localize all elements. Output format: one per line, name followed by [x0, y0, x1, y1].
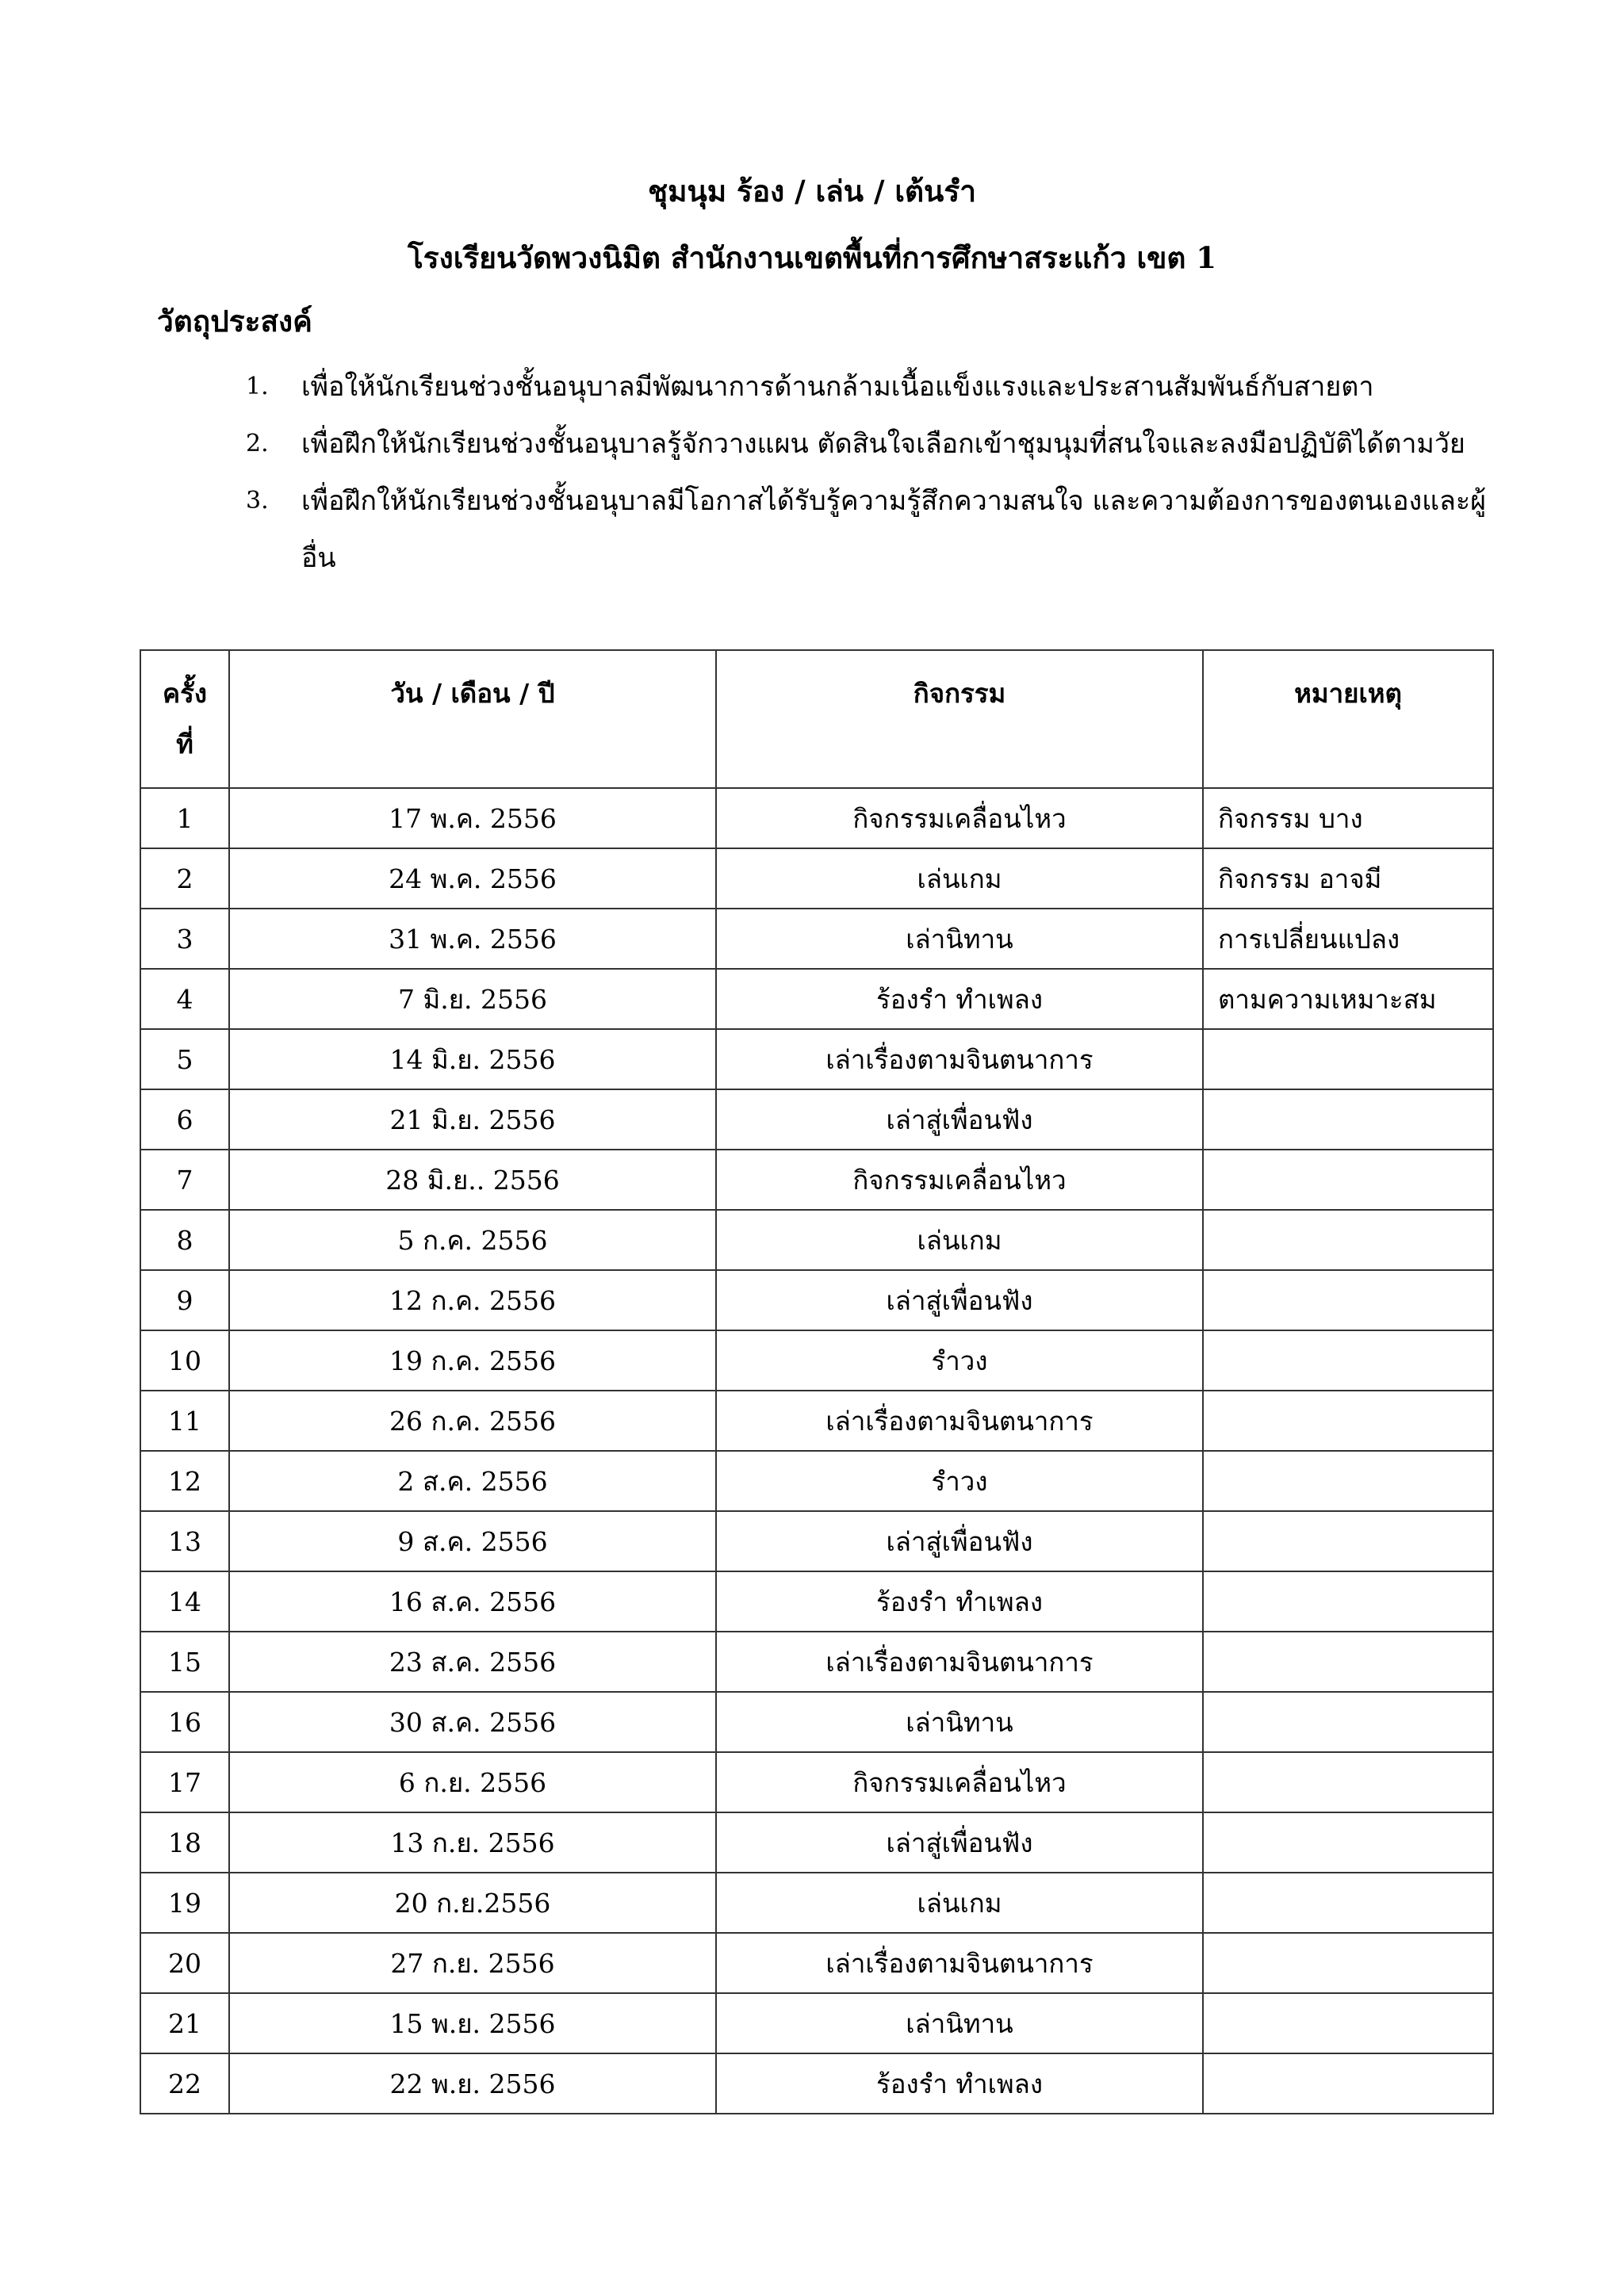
table-row: [140, 1210, 1493, 1270]
cell-remark: [1203, 1993, 1493, 2053]
cell-remark: [1203, 1330, 1493, 1391]
cell-session-no: 15: [140, 1632, 229, 1692]
cell-session-no: 22: [140, 2053, 229, 2114]
objective-number: 2.: [246, 430, 269, 457]
objective-text: เพื่อฝึกให้นักเรียนช่วงชั้นอนุบาลรู้จักวางแผน ตัดสินใจเลือกเข้าชุมนุมที่สนใจและลงมือปฏิบัติได้ตามวัย: [301, 428, 1465, 460]
cell-activity: ร้องรำ ทำเพลง: [716, 2053, 1203, 2114]
table-row: [140, 1933, 1493, 1993]
schedule-table: [140, 649, 1494, 2114]
cell-session-no: 13: [140, 1511, 229, 1571]
cell-remark: [1203, 1150, 1493, 1210]
cell-activity: กิจกรรมเคลื่อนไหว: [716, 788, 1203, 848]
cell-remark: [1203, 1571, 1493, 1632]
table-row: [140, 2053, 1493, 2114]
cell-remark: [1203, 1089, 1493, 1150]
table-row: [140, 1150, 1493, 1210]
cell-session-no: 20: [140, 1933, 229, 1993]
cell-session-no: 4: [140, 969, 229, 1029]
cell-session-no: 3: [140, 909, 229, 969]
objective-text: เพื่อให้นักเรียนช่วงชั้นอนุบาลมีพัฒนาการด้านกล้ามเนื้อแข็งแรงและประสานสัมพันธ์กับสายตา: [301, 371, 1374, 403]
cell-date: 22 พ.ย. 2556: [229, 2053, 716, 2114]
cell-date: 20 ก.ย.2556: [229, 1873, 716, 1933]
cell-session-no: 16: [140, 1692, 229, 1752]
document-title: ชุมนุม ร้อง / เล่น / เต้นรำ: [647, 174, 976, 209]
table-row: [140, 788, 1493, 848]
header-remark: หมายเหตุ: [1203, 650, 1493, 788]
cell-date: 5 ก.ค. 2556: [229, 1210, 716, 1270]
cell-activity: เล่านิทาน: [716, 1692, 1203, 1752]
table-row: [140, 1812, 1493, 1873]
cell-remark: [1203, 1752, 1493, 1812]
cell-date: 30 ส.ค. 2556: [229, 1692, 716, 1752]
cell-activity: เล่นเกม: [716, 848, 1203, 909]
objective-number: 3.: [246, 487, 269, 515]
objective-text: เพื่อฝึกให้นักเรียนช่วงชั้นอนุบาลมีโอกาสได้รับรู้ความรู้สึกความสนใจ และความต้องการของตนเองและผู้อื่น: [301, 485, 1487, 574]
table-row: [140, 909, 1493, 969]
cell-activity: เล่าเรื่องตามจินตนาการ: [716, 1029, 1203, 1089]
cell-date: 31 พ.ค. 2556: [229, 909, 716, 969]
cell-date: 26 ก.ค. 2556: [229, 1391, 716, 1451]
table-row: [140, 848, 1493, 909]
cell-remark: [1203, 1210, 1493, 1270]
cell-remark: [1203, 1692, 1493, 1752]
objectives-heading: วัตถุประสงค์: [157, 304, 312, 339]
cell-activity: เล่านิทาน: [716, 909, 1203, 969]
cell-date: 21 มิ.ย. 2556: [229, 1089, 716, 1150]
table-row: [140, 1270, 1493, 1330]
header-date: วัน / เดือน / ปี: [229, 650, 716, 788]
cell-session-no: 11: [140, 1391, 229, 1451]
cell-activity: เล่นเกม: [716, 1873, 1203, 1933]
cell-remark: กิจกรรม บาง: [1203, 788, 1493, 848]
cell-session-no: 12: [140, 1451, 229, 1511]
cell-session-no: 5: [140, 1029, 229, 1089]
table-row: [140, 1330, 1493, 1391]
cell-date: 23 ส.ค. 2556: [229, 1632, 716, 1692]
objective-item: [246, 358, 1515, 415]
cell-session-no: 9: [140, 1270, 229, 1330]
cell-session-no: 8: [140, 1210, 229, 1270]
table-row: [140, 1451, 1493, 1511]
cell-activity: เล่าสู่เพื่อนฟัง: [716, 1089, 1203, 1150]
cell-activity: ร้องรำ ทำเพลง: [716, 969, 1203, 1029]
cell-activity: เล่าเรื่องตามจินตนาการ: [716, 1391, 1203, 1451]
table-row: [140, 1029, 1493, 1089]
cell-date: 12 ก.ค. 2556: [229, 1270, 716, 1330]
cell-remark: [1203, 1391, 1493, 1451]
cell-session-no: 7: [140, 1150, 229, 1210]
cell-session-no: 21: [140, 1993, 229, 2053]
cell-activity: เล่าสู่เพื่อนฟัง: [716, 1511, 1203, 1571]
table-row: [140, 1752, 1493, 1812]
table-row: [140, 1873, 1493, 1933]
cell-date: 7 มิ.ย. 2556: [229, 969, 716, 1029]
cell-activity: เล่าเรื่องตามจินตนาการ: [716, 1632, 1203, 1692]
cell-remark: [1203, 1270, 1493, 1330]
cell-remark: [1203, 1933, 1493, 1993]
cell-session-no: 10: [140, 1330, 229, 1391]
cell-activity: เล่นเกม: [716, 1210, 1203, 1270]
cell-session-no: 14: [140, 1571, 229, 1632]
cell-activity: เล่าสู่เพื่อนฟัง: [716, 1270, 1203, 1330]
objective-number: 1.: [246, 373, 269, 400]
cell-session-no: 6: [140, 1089, 229, 1150]
document-subtitle: โรงเรียนวัดพวงนิมิต สำนักงานเขตพื้นที่การศึกษาสระแก้ว เขต 1: [407, 240, 1217, 275]
cell-date: 27 ก.ย. 2556: [229, 1933, 716, 1993]
cell-date: 17 พ.ค. 2556: [229, 788, 716, 848]
table-row: [140, 1511, 1493, 1571]
cell-date: 14 มิ.ย. 2556: [229, 1029, 716, 1089]
cell-date: 15 พ.ย. 2556: [229, 1993, 716, 2053]
table-row: [140, 1391, 1493, 1451]
cell-session-no: 17: [140, 1752, 229, 1812]
cell-session-no: 19: [140, 1873, 229, 1933]
cell-date: 16 ส.ค. 2556: [229, 1571, 716, 1632]
table-row: [140, 1993, 1493, 2053]
cell-remark: การเปลี่ยนแปลง: [1203, 909, 1493, 969]
table-row: [140, 1571, 1493, 1632]
cell-date: 19 ก.ค. 2556: [229, 1330, 716, 1391]
cell-remark: [1203, 1812, 1493, 1873]
cell-session-no: 2: [140, 848, 229, 909]
cell-activity: ร้องรำ ทำเพลง: [716, 1571, 1203, 1632]
cell-date: 2 ส.ค. 2556: [229, 1451, 716, 1511]
table-row: [140, 1632, 1493, 1692]
cell-date: 28 มิ.ย.. 2556: [229, 1150, 716, 1210]
cell-activity: รำวง: [716, 1330, 1203, 1391]
schedule-table-body: [140, 788, 1493, 2114]
table-header-row: [140, 650, 1493, 788]
cell-activity: เล่านิทาน: [716, 1993, 1203, 2053]
objective-item: [246, 473, 1515, 587]
schedule-table-header: [140, 650, 1493, 788]
cell-date: 24 พ.ค. 2556: [229, 848, 716, 909]
cell-remark: [1203, 1451, 1493, 1511]
cell-remark: [1203, 1511, 1493, 1571]
cell-remark: ตามความเหมาะสม: [1203, 969, 1493, 1029]
cell-activity: เล่าสู่เพื่อนฟัง: [716, 1812, 1203, 1873]
cell-activity: กิจกรรมเคลื่อนไหว: [716, 1150, 1203, 1210]
cell-remark: กิจกรรม อาจมี: [1203, 848, 1493, 909]
header-session-no: ครั้ง ที่: [140, 650, 229, 788]
cell-remark: [1203, 2053, 1493, 2114]
cell-activity: กิจกรรมเคลื่อนไหว: [716, 1752, 1203, 1812]
cell-activity: เล่าเรื่องตามจินตนาการ: [716, 1933, 1203, 1993]
objective-item: [246, 415, 1515, 473]
cell-session-no: 18: [140, 1812, 229, 1873]
header-activity: กิจกรรม: [716, 650, 1203, 788]
objectives-list: [246, 358, 1515, 587]
cell-date: 13 ก.ย. 2556: [229, 1812, 716, 1873]
table-row: [140, 1692, 1493, 1752]
cell-date: 6 ก.ย. 2556: [229, 1752, 716, 1812]
cell-remark: [1203, 1632, 1493, 1692]
table-row: [140, 1089, 1493, 1150]
cell-date: 9 ส.ค. 2556: [229, 1511, 716, 1571]
cell-remark: [1203, 1029, 1493, 1089]
table-row: [140, 969, 1493, 1029]
cell-remark: [1203, 1873, 1493, 1933]
cell-session-no: 1: [140, 788, 229, 848]
cell-activity: รำวง: [716, 1451, 1203, 1511]
